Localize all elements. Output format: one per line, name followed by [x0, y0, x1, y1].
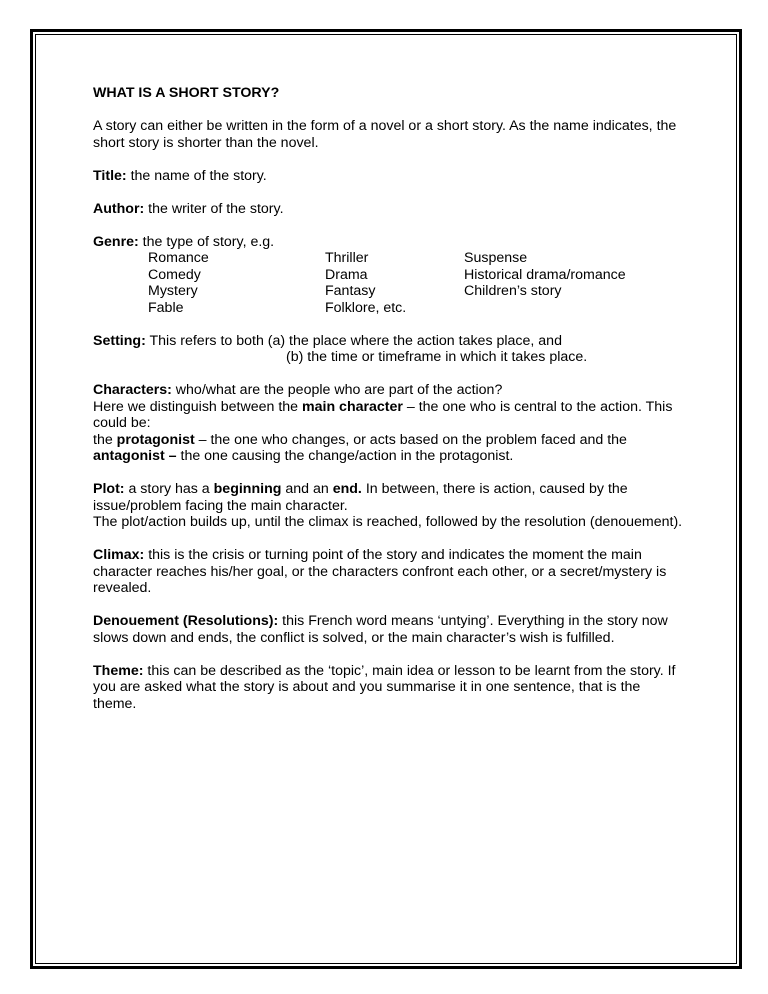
genre-item: Suspense	[464, 250, 528, 266]
genre-item: Romance	[148, 250, 209, 266]
intro-paragraph: A story can either be written in the form of a novel or a short story. As the name indicates, the short story is shorter than the novel.	[93, 118, 677, 151]
genre-item: Fantasy	[325, 283, 376, 299]
theme-definition: Theme: this can be described as the ‘topic’, main idea or lesson to be learnt from the story. If you are asked what the story is about and you summarise it in one sentence, that is the theme.	[93, 662, 676, 712]
characters-definition: Characters: who/what are the people who are part of the action?	[93, 382, 503, 398]
genre-column-3	[464, 250, 626, 300]
genre-item: Fable	[148, 299, 184, 316]
genre-list	[93, 250, 683, 316]
author-definition: Author: the writer of the story.	[93, 200, 284, 217]
climax-definition: Climax: this is the crisis or turning point of the story and indicates the moment the main character reaches his/her goal, or the characters confront each other, or a secret/mystery is revealed.	[93, 547, 667, 596]
genre-item: Historical drama/romance	[464, 266, 626, 283]
characters-protagonist-antagonist: the protagonist – the one who changes, or acts based on the problem faced and the antagonist – the one causing the change/action in the protagonist.	[93, 431, 627, 464]
genre-item: Drama	[325, 266, 368, 283]
genre-item: Comedy	[148, 266, 201, 283]
plot-definition: Plot: a story has a beginning and an end. In between, there is action, caused by the issue/problem facing the main character.	[93, 481, 628, 514]
characters-main-character: Here we distinguish between the main character – the one who is central to the action. This could be:	[93, 398, 673, 431]
genre-item: Children’s story	[464, 283, 562, 299]
title-definition: Title: the name of the story.	[93, 167, 267, 184]
plot-definition-line2: The plot/action builds up, until the climax is reached, followed by the resolution (denouement).	[93, 514, 683, 530]
setting-definition-b: (b) the time or timeframe in which it takes place.	[286, 349, 588, 365]
genre-column-1	[148, 250, 209, 316]
genre-definition: Genre: the type of story, e.g.	[93, 233, 275, 250]
genre-column-2	[325, 250, 406, 316]
genre-item: Mystery	[148, 283, 198, 299]
document-body	[93, 85, 683, 712]
genre-item: Folklore, etc.	[325, 299, 407, 316]
denouement-definition: Denouement (Resolutions): this French word means ‘untying’. Everything in the story now slows down and ends, the conflict is solved, or the main character’s wish is fulfilled.	[93, 613, 668, 646]
setting-definition: Setting: This refers to both (a) the place where the action takes place, and	[93, 332, 562, 349]
page-title: WHAT IS A SHORT STORY?	[93, 85, 280, 101]
genre-item: Thriller	[325, 250, 369, 266]
